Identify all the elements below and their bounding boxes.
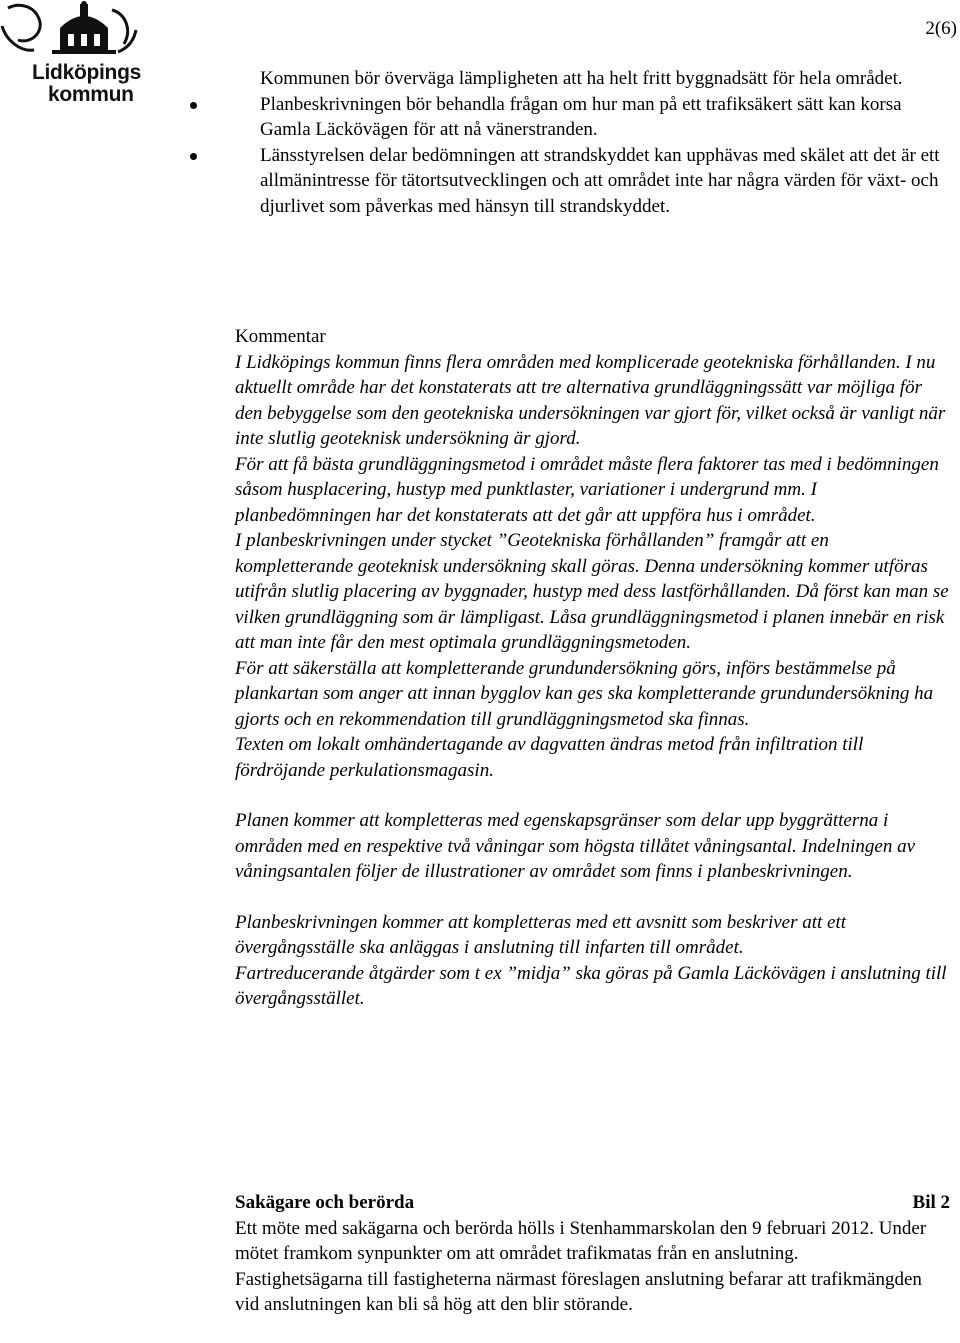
comment-paragraph: Planbeskrivningen kommer att kompletteras med ett avsnitt som beskriver att ett övergångsställe ska anläggas i anslutning till infarten till området.: [235, 911, 847, 958]
comment-paragraph: I Lidköpings kommun finns flera områden med komplicerade geotekniska förhållanden. I nu aktuellt område har det konstaterats att tre alternativa grundläggningssätt var möjliga för den bebyggelse som den geotekniska undersökningen var gjort för, vilket också är vanligt när inte slutlig geoteknisk undersökning är gjord.: [235, 351, 946, 449]
logo-line-2: kommun: [48, 83, 134, 106]
comment-block: [235, 324, 950, 1012]
section-paragraph: Ett möte med sakägarna och berörda hölls i Stenhammarskolan den 9 februari 2012. Under mötet framkom synpunkter om att området trafikmatas från en anslutning.: [235, 1217, 927, 1264]
list-item-text: Kommunen bör överväga lämpligheten att ha helt fritt byggnadsätt för hela området.: [260, 68, 903, 89]
comment-paragraph: Texten om lokalt omhändertagande av dagvatten ändras metod från infiltration till fördröjande perkulationsmagasin.: [235, 734, 864, 781]
section-ref: Bil 2: [912, 1192, 950, 1213]
section-paragraph: Fastighetsägarna till fastigheterna närmast föreslagen anslutning befarar att trafikmängden vid anslutningen kan bli så hög att den blir störande.: [235, 1268, 922, 1315]
comment-paragraph: För att säkerställa att kompletterande grundundersökning görs, införs bestämmelse på plankartan som anger att innan bygglov kan ges ska kompletterande grundundersökning ha gjorts och en rekommendation till grundläggningsmetod ska finnas.: [235, 657, 934, 730]
list-item-text: Planbeskrivningen bör behandla frågan om hur man på ett trafiksäkert sätt kan korsa Gamla Läckövägen för att nå vänerstranden.: [260, 93, 902, 140]
page-number: 2(6): [925, 18, 957, 39]
crown-emblem-icon: [0, 0, 140, 70]
remarks-list: [260, 66, 950, 219]
section-header: [235, 1190, 950, 1216]
list-item: [217, 66, 950, 92]
comment-paragraph: Fartreducerande åtgärder som t ex ”midja” ska göras på Gamla Läckövägen i anslutning till övergångsstället.: [235, 962, 947, 1009]
logo-wordmark: [32, 62, 142, 106]
comment-heading: Kommentar: [235, 326, 326, 347]
section-title: Sakägare och berörda: [235, 1192, 415, 1213]
comment-paragraph: I planbeskrivningen under stycket ”Geotekniska förhållanden” framgår att en kompletterande geoteknisk undersökning skall göras. Denna undersökning kommer utföras utifrån slutlig placering av byggnader, hustyp med dess lastförhållanden. Då först kan man se vilken grundläggning som är lämpligast. Låsa grundläggningsmetod i planen innebär en risk att man inte får den mest optimala grundläggningsmetoden.: [235, 530, 949, 653]
comment-paragraph: Planen kommer att kompletteras med egenskapsgränser som delar upp byggrätterna i områden med en respektive två våningar som högsta tillåtet våningsantal. Indelningen av våningsantalen följer de illustrationer av området som finns i planbeskrivningen.: [235, 810, 916, 882]
list-item-text: Länsstyrelsen delar bedömningen att strandskyddet kan upphävas med skälet att det är ett allmänintresse för tätortsutvecklingen och att området inte har några värden för växt- och djurlivet som påverkas med hänsyn till strandskyddet.: [260, 144, 940, 217]
list-item: [217, 92, 950, 143]
comment-paragraph: För att få bästa grundläggningsmetod i området måste flera faktorer tas med i bedömningen såsom husplacering, hustyp med punktlaster, variationer i undergrund mm. I planbedömningen har det konstaterats att det går att uppföra hus i området.: [235, 453, 939, 526]
logo-line-1: Lidköpings: [32, 61, 141, 84]
stakeholders-section: [235, 1190, 950, 1318]
municipality-logo: [0, 0, 140, 110]
list-item: [217, 143, 950, 220]
